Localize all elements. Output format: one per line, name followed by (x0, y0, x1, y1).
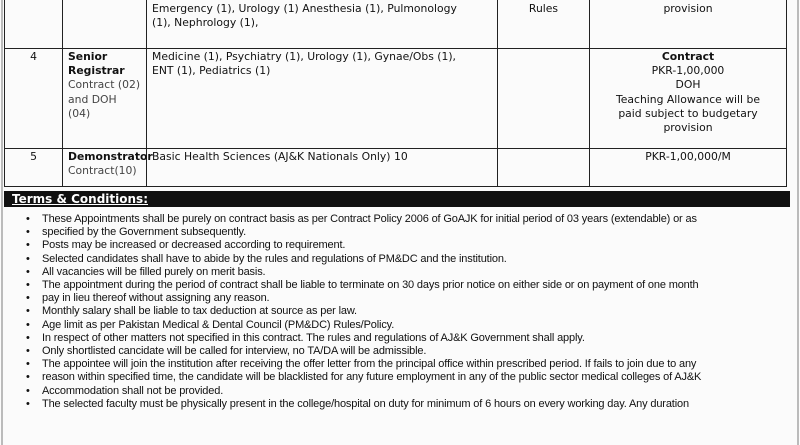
list-item: • The selected faculty must be physically present in the college/hospital on duty for minimum of 6 hours on every working day. Any duration (20, 398, 792, 411)
list-item: • Only shortlisted cancidate will be called for interview, no TA/DA will be admissible. (20, 345, 792, 358)
table-row (5, 149, 787, 187)
post-title: Registrar (68, 64, 125, 78)
posts-cell (147, 149, 498, 187)
post-title: Senior (68, 50, 108, 63)
list-item: • reason within specified time, the candidate will be blacklisted for any future employment in any of the public sector medical colleges of AJ&K (20, 371, 792, 384)
remarks-line: provision (663, 2, 713, 16)
terms-heading-bar (4, 191, 790, 207)
terms-list (20, 213, 792, 411)
post-cell (63, 49, 147, 149)
remarks-cell (590, 0, 787, 49)
posts-cell (147, 49, 498, 149)
remarks-title: Contract (661, 50, 715, 63)
remarks-line: DOH (675, 78, 701, 92)
remarks-line: PKR-1,00,000/M (645, 150, 731, 163)
list-item: • specified by the Government subsequently. (20, 226, 792, 239)
posts-line: Medicine (1), Psychiatry (1), Urology (1), Gynae/Obs (1), (152, 50, 456, 63)
list-item: • Posts may be increased or decreased according to requirement. (20, 239, 792, 252)
posts-line: Emergency (1), Urology (1) Anesthesia (1), Pulmonology (152, 2, 457, 16)
vacancy-table (4, 0, 787, 187)
remarks-line: Teaching Allowance will be (616, 92, 760, 106)
list-item: • Accommodation shall not be provided. (20, 385, 792, 398)
posts-cell (147, 0, 498, 49)
rules-cell (498, 149, 590, 187)
post-subtitle: Contract(10) (68, 164, 137, 178)
terms-heading: Terms & Conditions: (12, 192, 148, 206)
posts-line: (1), Nephrology (1), (152, 16, 259, 30)
post-subtitle: Contract (02) (68, 78, 141, 92)
row-number (5, 0, 63, 49)
list-item: • pay in lieu thereof without assigning any reason. (20, 292, 792, 305)
right-scan-edge (797, 0, 799, 445)
list-item: • The appointee will join the institution after receiving the offer letter from the principal office within prescribed period. If fails to join due to any (20, 358, 792, 371)
remarks-cell (590, 49, 787, 149)
left-scan-edge (1, 0, 3, 445)
table-row (5, 49, 787, 149)
list-item: • All vacancies will be filled purely on merit basis. (20, 266, 792, 279)
posts-line: Basic Health Sciences (AJ&K Nationals Only) 10 (152, 150, 408, 163)
post-subtitle: and DOH (04) (68, 92, 117, 120)
remarks-cell (590, 149, 787, 187)
rules-cell (498, 0, 590, 49)
table-row (5, 0, 787, 49)
rules-line: Rules (528, 2, 559, 16)
remarks-line: paid subject to budgetary (618, 106, 758, 120)
remarks-line: PKR-1,00,000 (651, 64, 725, 78)
list-item: • These Appointments shall be purely on contract basis as per Contract Policy 2006 of GoAJK for initial period of 03 years (extendable) or as (20, 213, 792, 226)
list-item: • Selected candidates shall have to abide by the rules and regulations of PM&DC and the institution. (20, 253, 792, 266)
row-number: 4 (5, 49, 63, 149)
posts-line: ENT (1), Pediatrics (1) (152, 64, 271, 78)
post-cell (63, 149, 153, 187)
list-item: • Age limit as per Pakistan Medical & Dental Council (PM&DC) Rules/Policy. (20, 319, 792, 332)
rules-cell (498, 49, 590, 149)
list-item: • The appointment during the period of contract shall be liable to terminate on 30 days prior notice on either side or on payment of one month (20, 279, 792, 292)
remarks-line: provision (663, 121, 713, 135)
row-number: 5 (5, 149, 63, 187)
post-title: Demonstrator (68, 150, 153, 163)
list-item: • Monthly salary shall be liable to tax deduction at source as per law. (20, 305, 792, 318)
post-cell (63, 0, 147, 49)
list-item: • In respect of other matters not specified in this contract. The rules and regulations of AJ&K Government shall apply. (20, 332, 792, 345)
